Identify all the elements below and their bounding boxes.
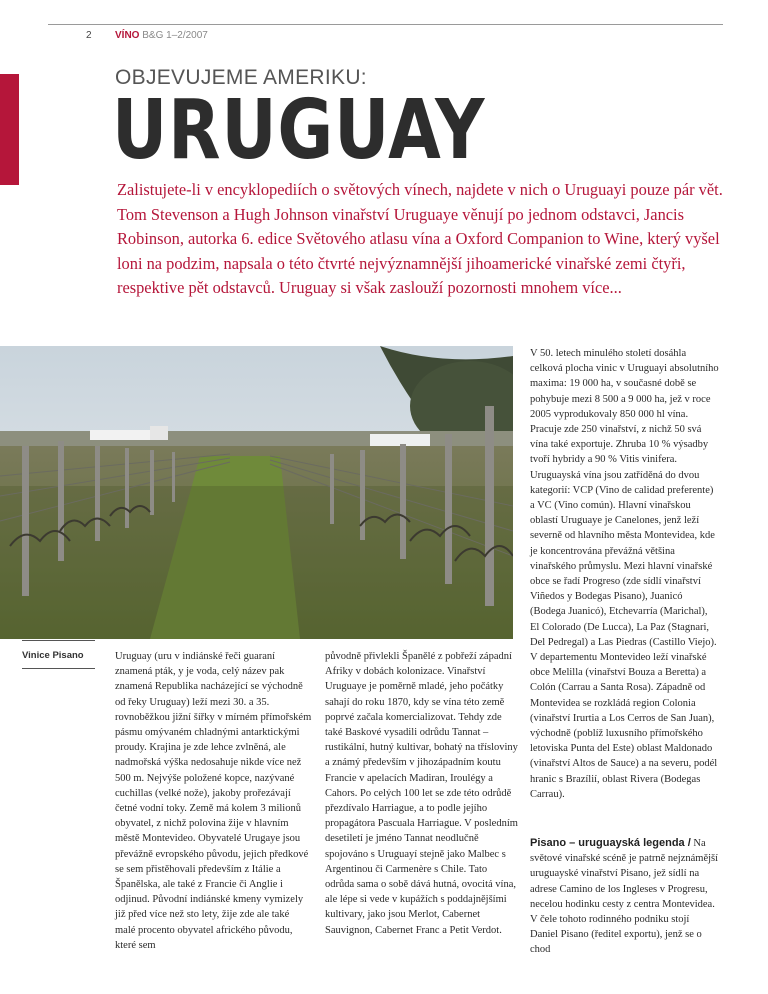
running-header (115, 30, 208, 41)
caption-rule-bottom (22, 668, 95, 669)
vineyard-photo (0, 346, 513, 639)
body-text-1: Uruguay (uru v indiánské řeči guaraní znamená pták, y je voda, celý název pak znamená Republika nacházející se východně od řeky Uruguay) leží mezi 30. a 35. rovnoběžkou jižní šířky v mírném přímořském pásmu omývaném chladnými antarktickými proudy. Krajina je zde lehce zvlněná, ale nadmořská výška nedosahuje nikde více než 500 m. Nejvýše položené kopce, nazývané cuchillas (velké nože), jakoby prořezávají četné vodní toky. Země má kolem 3 milionů obyvatel, z nichž polovina žije v hlavním městě Montevideo. Obyvatelé Urugaye jsou převážně evropského původu, jejich předkové se sem přistěhovali především z Itálie a Španělska, ale také z Francie či Anglie i odjinud. Původní indiánské kmeny vymizely již před více než sto lety, žije zde ale také malé procento obyvatel afrického původu, které sem (115, 651, 312, 951)
body-column-3-continued (530, 836, 719, 958)
article-title: URUGUAY (112, 83, 486, 178)
header-rule (48, 24, 723, 25)
page-number: 2 (86, 30, 92, 41)
article-kicker: OBJEVUJEME AMERIKU: (115, 66, 367, 89)
body-column-1 (115, 649, 312, 953)
issue-label: B&G 1–2/2007 (142, 30, 208, 41)
body-text-4 (530, 836, 719, 958)
body-text-2: původně přivlekli Španělé z pobřeží západní Afriky v dobách kolonizace. Vinařství Uruguaye je poměrně mladé, jeho počátky sahají do roku 1870, kdy se vína této země poprvé začala komercializovat. Tehdy zde také Baskové vysadili odrůdu Tannat – rustikální, hutný kultivar, bohatý na třísloviny a známý především v jihozápadním koutu Francie v apelacích Madiran, Iroulégy a Cahors. Po celých 100 let se zde této odrůdě přezdívalo Harriague, a to podle jejího propagátora Pascuala Harriague. V posledním desetiletí je jméno Tannat neodlučně spojováno s Uruguayí stejně jako Malbec s Argentinou či Carmenère s Chile. Tato odrůda sama o sobě dává hutná, ovocitá vína, ale lépe si vede v kupážích s poddajnějšími kultivary, jako jsou Merlot, Cabernet Sauvignon, Cabernet Franc a Petit Verdot. (325, 651, 518, 936)
section-text: Na světové vinařské scéně je patrně nejznámější uruguayské vinařství Pisano, jež sídlí na adrese Camino de los Ingleses v Progresu, necelou hodinku cesty z centra Montevidea. V čele tohoto rodinného podniku stojí Daniel Pisano (ředitel exportu), jenž se o chod (530, 838, 719, 956)
magazine-name: VÍNO (115, 30, 140, 41)
photo-caption: Vinice Pisano (22, 650, 84, 661)
accent-bar (0, 74, 19, 185)
vineyard-illustration (0, 346, 513, 639)
body-text-3: V 50. letech minulého století dosáhla celková plocha vinic v Uruguayi absolutního maxima: 19 000 ha, v současné době se pohybuje mezi 8 500 a 9 000 ha, jež v roce 2005 vyprodukovaly 850 000 hl vína. Pracuje zde 250 vinařství, z nichž 50 svá vína také exportuje. Zhruba 10 % výsadby tvoří hybridy a 90 % Vitis vinifera. Uruguayská vína jsou zatříděná do dvou kategorií: VCP (Vino de calidad preferente) a VC (Vino común). Hlavní vinařskou oblastí Uruguaye je Canelones, jenž leží severně od hlavního města Montevidea, kde je koncentrována převážná většina vinařského průmyslu. Mezi hlavní vinařské obce se řadí Progreso (zde sídlí vinařství Viñedos y Bodegas Pisano), Juanicó (Bodega Juanicó), Etchevarría (Marichal), El Colorado (De Lucca), La Paz (Stagnari, Del Pedregal) a Las Piedras (Castillo Viejo). V departementu Montevideo leží vinařské obce Melilla (vinařství Bouza a Beretta) a Colón (Carrau a Santa Rosa). Západně od Montevidea se rozkládá region Colonia (vinařství Irurtia a Los Cerros de San Juan), východně (poblíž luxusního přímořského letoviska Punta del Este) oblast Maldonado (vinařství Altos de Sauce) a na severu, podél hranic s Brazílií, oblast Rivera (Bodegas Carrau). (530, 348, 719, 800)
caption-rule-top (22, 640, 95, 641)
article-lede: Zalistujete-li v encyklopediích o světových vínech, najdete v nich o Uruguayi pouze pár vět. Tom Stevenson a Hugh Johnson vinařství Uruguaye věnují po jednom odstavci, Jancis Robinson, autorka 6. edice Světového atlasu vína a Oxford Companion to Wine, který vyšel loni na podzim, napsala o této čtvrté nejvýznamnější jihoamerické vinařské zemi čtyři, respektive pět odstavců. Uruguay si však zaslouží pozornosti mnohem více... (117, 180, 723, 297)
body-column-2 (325, 649, 518, 938)
body-column-3 (530, 346, 719, 802)
section-subhead: Pisano – uruguayská legenda / (530, 837, 691, 849)
